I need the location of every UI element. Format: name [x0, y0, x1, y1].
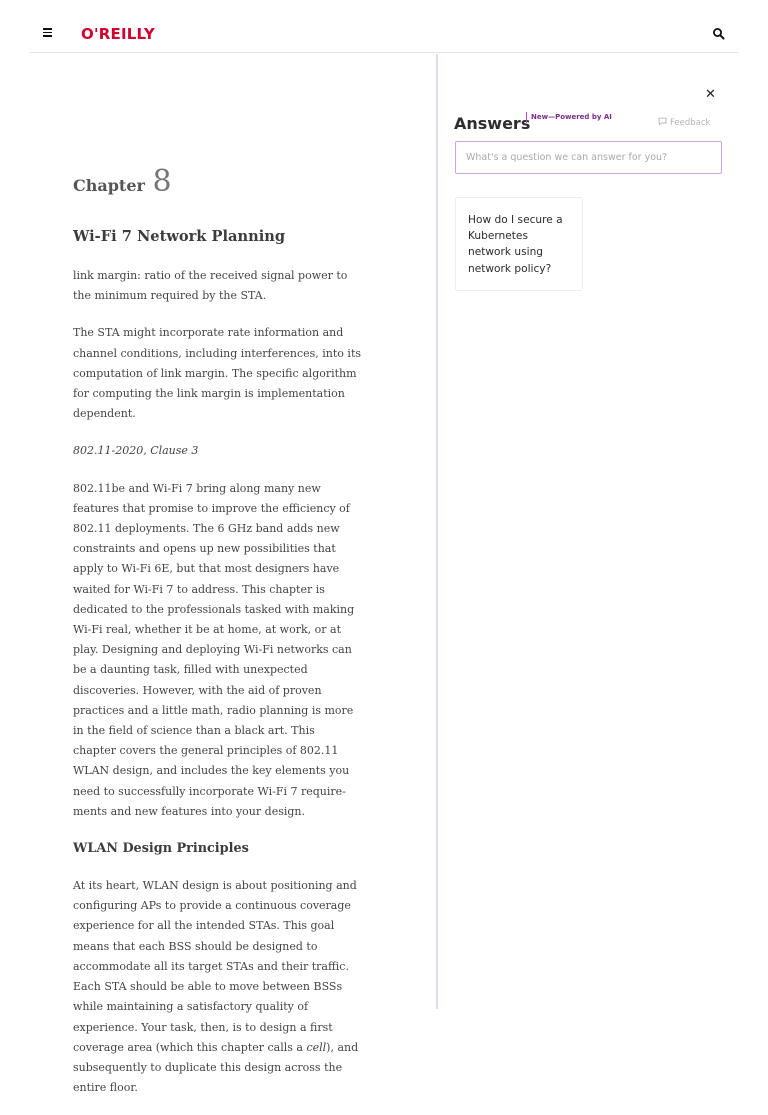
paragraph: link margin: ratio of the received signal power to the minimum required by the STA.: [73, 269, 348, 303]
paragraph: The STA might incorporate rate information and channel conditions, including interferences, into its computation of link margin. The specific algorithm for computing the link margin is implementation dependent.: [73, 326, 362, 421]
speech-bubble-icon: [658, 117, 667, 129]
paragraph: [73, 876, 361, 1098]
answers-title: Answers: [454, 114, 531, 133]
paragraph: 802.11be and Wi-Fi 7 bring along many new features that promise to improve the efficiency of 802.11 deployments. The 6 GHz band adds new constraints and opens up new possibilities that apply to Wi-Fi 6E, but that most designers have waited for Wi-Fi 7 to address. This chapter is dedicated to the professionals tasked with making Wi-Fi real, whether it be at home, at work, or at play. Designing and deploying Wi-Fi networks can be a daunting task, filled with unexpected discoveries. However, with the aid of proven practices and a little math, radio planning is more in the field of science than a black art. This chapter covers the general principles of 802.11 WLAN design, and includes the key elements you need to successfully incorporate Wi-Fi 7 requirements and new features into your design.: [73, 481, 355, 818]
section-heading: WLAN Design Principles: [73, 841, 249, 857]
ai-badge: New—Powered by AI: [526, 112, 612, 123]
oreilly-logo[interactable]: O'REILLY: [81, 25, 155, 43]
answers-panel: [438, 54, 738, 1009]
hamburger-menu-icon[interactable]: [40, 24, 56, 38]
suggested-question-card[interactable]: How do I secure a Kubernetes network using network policy?: [455, 197, 583, 291]
chapter-title: Wi-Fi 7 Network Planning: [73, 228, 286, 245]
close-icon[interactable]: ✕: [705, 87, 716, 102]
chapter-content: [73, 227, 361, 1115]
paragraph-text: At its heart, WLAN design is about positioning and configuring APs to provide a continuous coverage experience for all the intended STAs. This goal means that each BSS should be designed to accommodate all its target STAs and their traffic. Each STA should be able to move between BSSs while maintaining a satisfactory quality of experience. Your task, then, is to design a first coverage area (which this chapter calls a: [73, 879, 357, 1054]
citation: 802.11-2020, Clause 3: [73, 444, 199, 458]
book-reading-pane: [0, 54, 436, 1095]
top-bar: [30, 0, 738, 53]
feedback-label: Feedback: [670, 118, 711, 128]
chapter-number: 8: [152, 164, 172, 199]
chapter-word: Chapter: [73, 176, 145, 195]
feedback-link[interactable]: [658, 117, 710, 129]
question-input[interactable]: [455, 141, 722, 174]
paragraph-text: ), and subsequently to duplicate this design across the entire floor.: [73, 1040, 359, 1095]
emphasis-text: cell: [306, 1040, 327, 1054]
chapter-label: [73, 164, 172, 199]
search-icon[interactable]: [712, 26, 726, 40]
